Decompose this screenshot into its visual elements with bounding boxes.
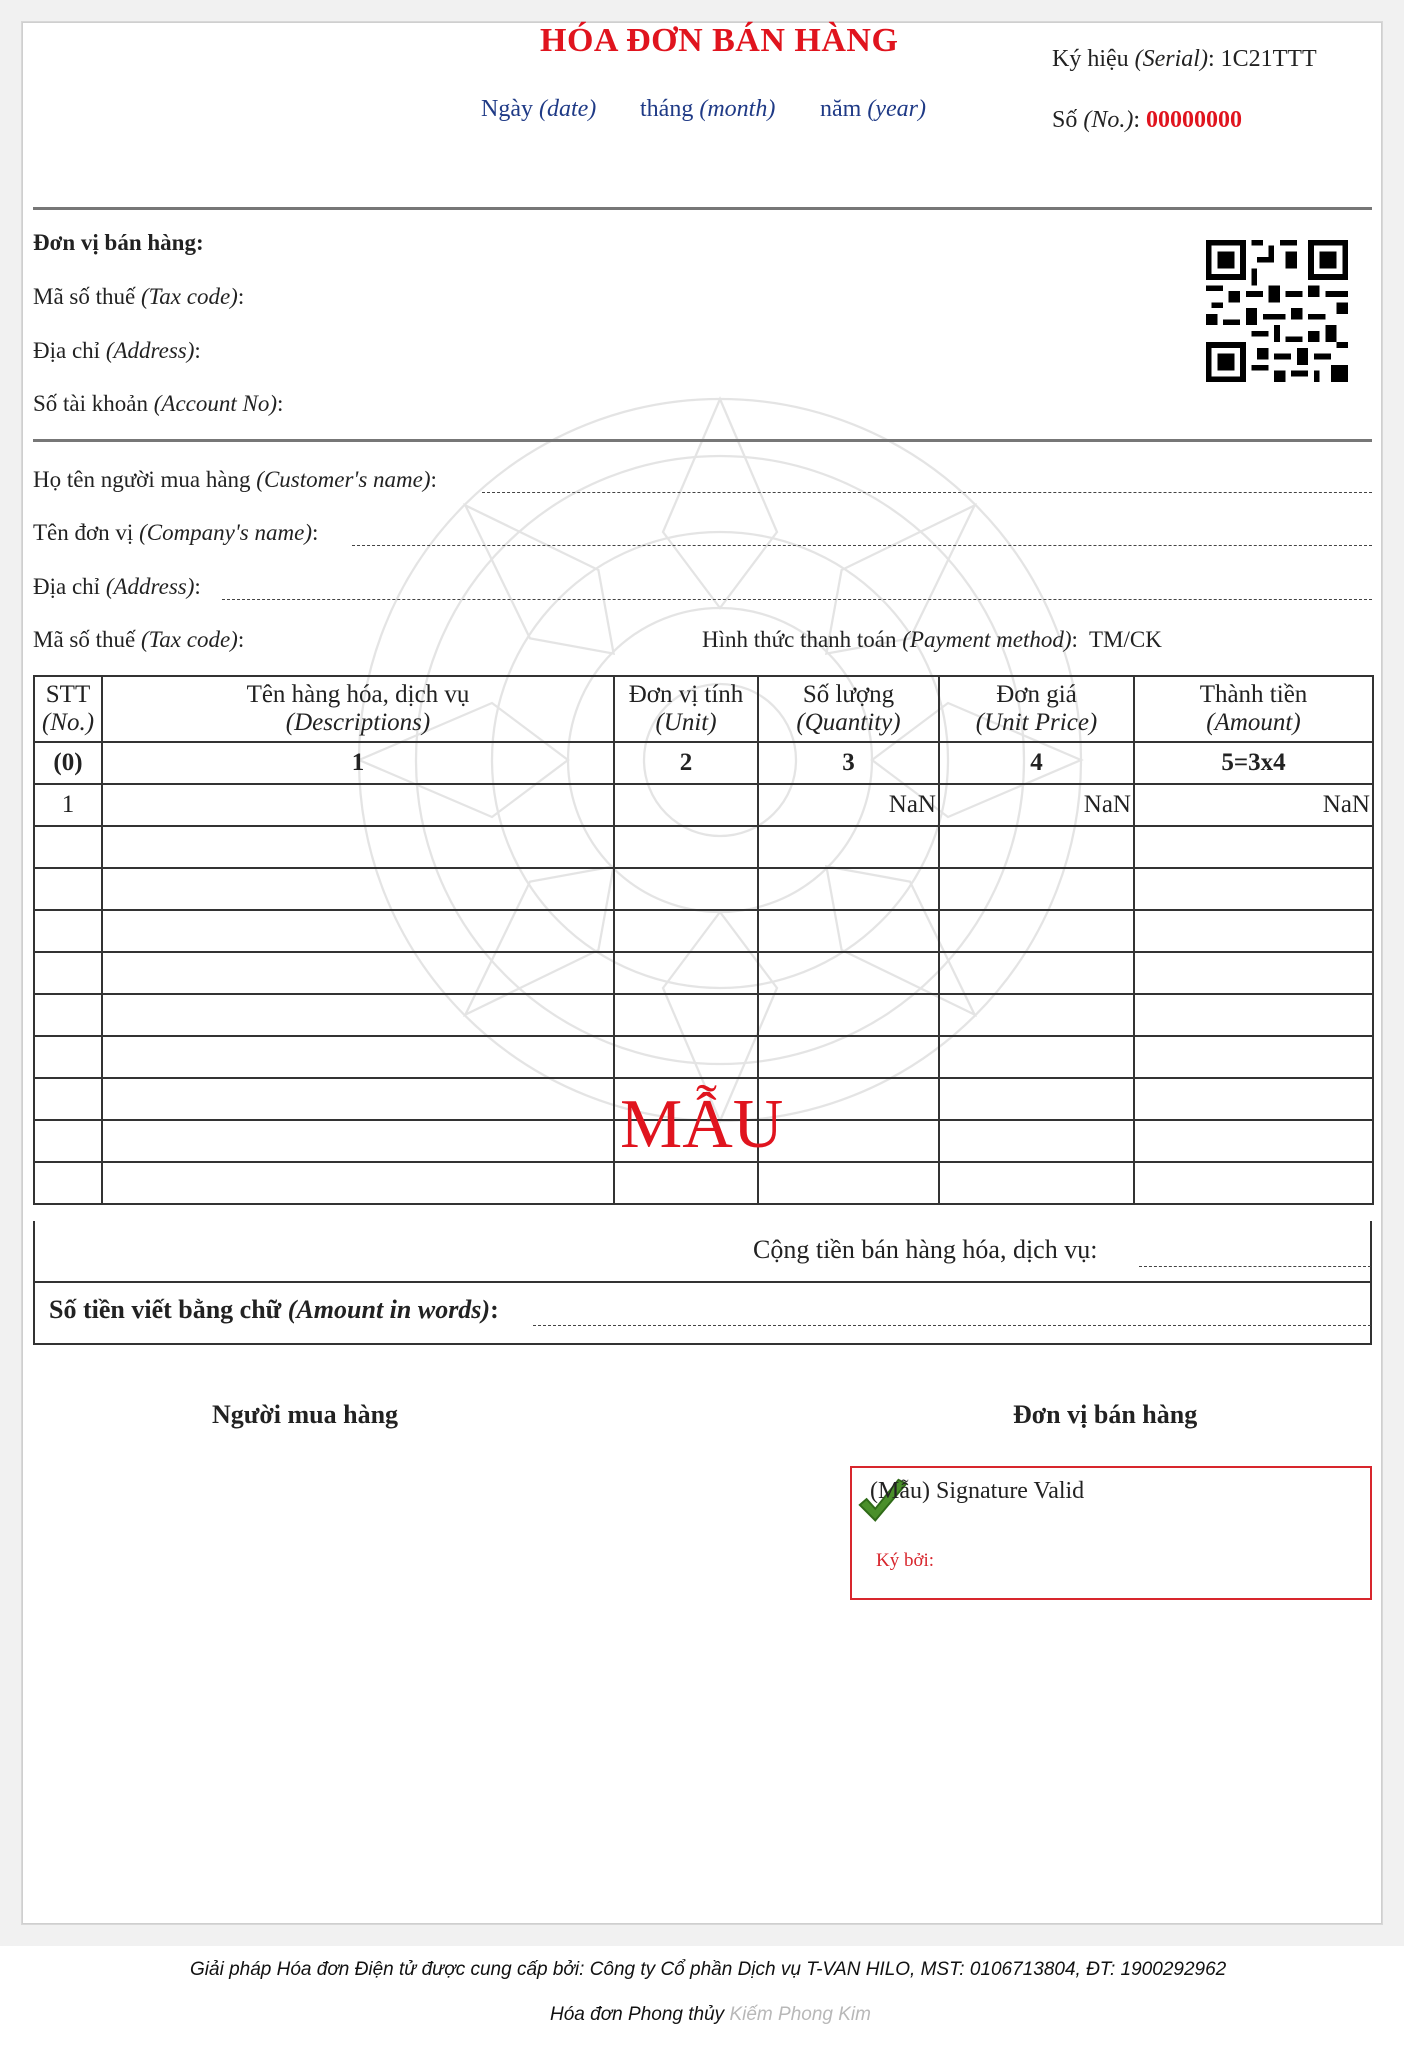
signature-status: (Mẫu) Signature Valid: [870, 1478, 1085, 1504]
seller-address-label-en: (Address): [105, 338, 195, 363]
col-header-quantity: Số lượng (Quantity): [758, 676, 939, 742]
serial-field: Ký hiệu (Serial): 1C21TTT: [1052, 46, 1317, 72]
payment-method-value: TM/CK: [1089, 627, 1162, 652]
invoice-number-field: Số (No.): 00000000: [1052, 107, 1243, 133]
table-row: [34, 952, 1373, 994]
month-label: tháng: [640, 96, 694, 122]
company-name-label-en: (Company's name): [139, 520, 312, 545]
payment-method-field: Hình thức thanh toán (Payment method): TM/CK: [702, 627, 1162, 652]
table-row: [34, 910, 1373, 952]
seller-account-label-en: (Account No): [153, 391, 278, 416]
col-index: 1: [102, 742, 614, 784]
month-field: [640, 96, 775, 123]
totals-separator: [35, 1281, 1370, 1283]
buyer-address-field: Địa chỉ (Address):: [33, 574, 201, 599]
amount-in-words-label-en: (Amount in words): [287, 1295, 491, 1324]
column-index-row: [34, 742, 1373, 784]
seller-tax-code-label-en: (Tax code): [140, 284, 238, 309]
template-label: Hóa đơn Phong thủy: [550, 2004, 725, 2025]
signed-by-label: Ký bởi:: [876, 1550, 935, 1571]
sample-watermark-text: MẪU: [620, 1086, 784, 1163]
row-amount: NaN: [1134, 784, 1373, 826]
row-description: [102, 784, 614, 826]
buyer-signature-heading: Người mua hàng: [212, 1400, 399, 1429]
seller-address: Địa chỉ (Address):: [33, 338, 201, 363]
col-index: 3: [758, 742, 939, 784]
customer-name-label: Họ tên người mua hàng: [33, 467, 251, 492]
customer-name-line: [482, 492, 1372, 493]
total-label: Cộng tiền bán hàng hóa, dịch vụ:: [753, 1235, 1098, 1264]
template-footer: [550, 2004, 871, 2026]
invoice-number-value: 00000000: [1146, 107, 1243, 133]
digital-signature-box: [850, 1466, 1372, 1600]
col-header-unit: Đơn vị tính (Unit): [614, 676, 758, 742]
table-row: [34, 784, 1373, 826]
col-header-stt: STT (No.): [34, 676, 102, 742]
row-unit-price: NaN: [939, 784, 1134, 826]
seller-account: Số tài khoản (Account No):: [33, 391, 284, 416]
col-index: 4: [939, 742, 1134, 784]
invoice-title: HÓA ĐƠN BÁN HÀNG: [540, 22, 899, 59]
row-stt: 1: [34, 784, 102, 826]
table-row: [34, 868, 1373, 910]
month-label-en: (month): [699, 96, 776, 122]
payment-method-label-en: (Payment method): [902, 627, 1072, 652]
provider-footer: Giải pháp Hóa đơn Điện tử được cung cấp bởi: Công ty Cổ phần Dịch vụ T-VAN HILO, MST: 0106713804, ĐT: 1900292962: [190, 1959, 1227, 1980]
table-row: [34, 1162, 1373, 1204]
serial-label: Ký hiệu: [1052, 46, 1129, 72]
header-divider: [33, 207, 1372, 210]
template-name-link[interactable]: Kiếm Phong Kim: [729, 2004, 871, 2025]
buyer-tax-code-field: Mã số thuế (Tax code):: [33, 627, 245, 652]
amount-in-words-field: [49, 1295, 499, 1325]
company-name-line: [352, 545, 1372, 546]
row-quantity: NaN: [758, 784, 939, 826]
totals-box: [33, 1221, 1372, 1345]
buyer-tax-code-label-en: (Tax code): [140, 627, 238, 652]
table-row: [34, 994, 1373, 1036]
serial-label-en: (Serial): [1134, 46, 1208, 72]
year-field: [820, 96, 926, 123]
seller-divider: [33, 439, 1372, 442]
total-line: [1139, 1266, 1371, 1267]
buyer-tax-code-label: Mã số thuế: [33, 627, 136, 652]
buyer-address-line: [222, 599, 1372, 600]
col-index: 2: [614, 742, 758, 784]
qr-code: [1206, 240, 1348, 382]
buyer-address-label: Địa chỉ: [33, 574, 101, 599]
table-row: [34, 826, 1373, 868]
col-index: 5=3x4: [1134, 742, 1373, 784]
table-header-row: [34, 676, 1373, 742]
seller-account-label: Số tài khoản: [33, 391, 148, 416]
customer-name-field: Họ tên người mua hàng (Customer's name):: [33, 467, 437, 492]
amount-in-words-line: [533, 1325, 1371, 1326]
buyer-address-label-en: (Address): [105, 574, 195, 599]
company-name-field: Tên đơn vị (Company's name):: [33, 520, 319, 545]
amount-in-words-colon: :: [490, 1295, 499, 1324]
customer-name-label-en: (Customer's name): [256, 467, 431, 492]
year-label-en: (year): [867, 96, 926, 122]
year-label: năm: [820, 96, 862, 122]
serial-value: 1C21TTT: [1220, 46, 1317, 72]
date-field: [481, 96, 596, 123]
payment-method-label: Hình thức thanh toán: [702, 627, 897, 652]
col-index: (0): [34, 742, 102, 784]
invoice-number-label: Số: [1052, 107, 1078, 133]
col-header-unit-price: Đơn giá (Unit Price): [939, 676, 1134, 742]
seller-tax-code: Mã số thuế (Tax code):: [33, 284, 245, 309]
col-header-description: Tên hàng hóa, dịch vụ (Descriptions): [102, 676, 614, 742]
company-name-label: Tên đơn vị: [33, 520, 134, 545]
seller-tax-code-label: Mã số thuế: [33, 284, 136, 309]
col-header-amount: Thành tiền (Amount): [1134, 676, 1373, 742]
row-unit: [614, 784, 758, 826]
table-row: [34, 1036, 1373, 1078]
seller-signature-heading: Đơn vị bán hàng: [1013, 1400, 1198, 1429]
invoice-number-label-en: (No.): [1083, 107, 1134, 133]
seller-address-label: Địa chỉ: [33, 338, 101, 363]
amount-in-words-label: Số tiền viết bằng chữ: [49, 1295, 282, 1324]
seller-heading: Đơn vị bán hàng:: [33, 230, 204, 255]
date-label-en: (date): [538, 96, 597, 122]
date-label: Ngày: [481, 96, 533, 122]
